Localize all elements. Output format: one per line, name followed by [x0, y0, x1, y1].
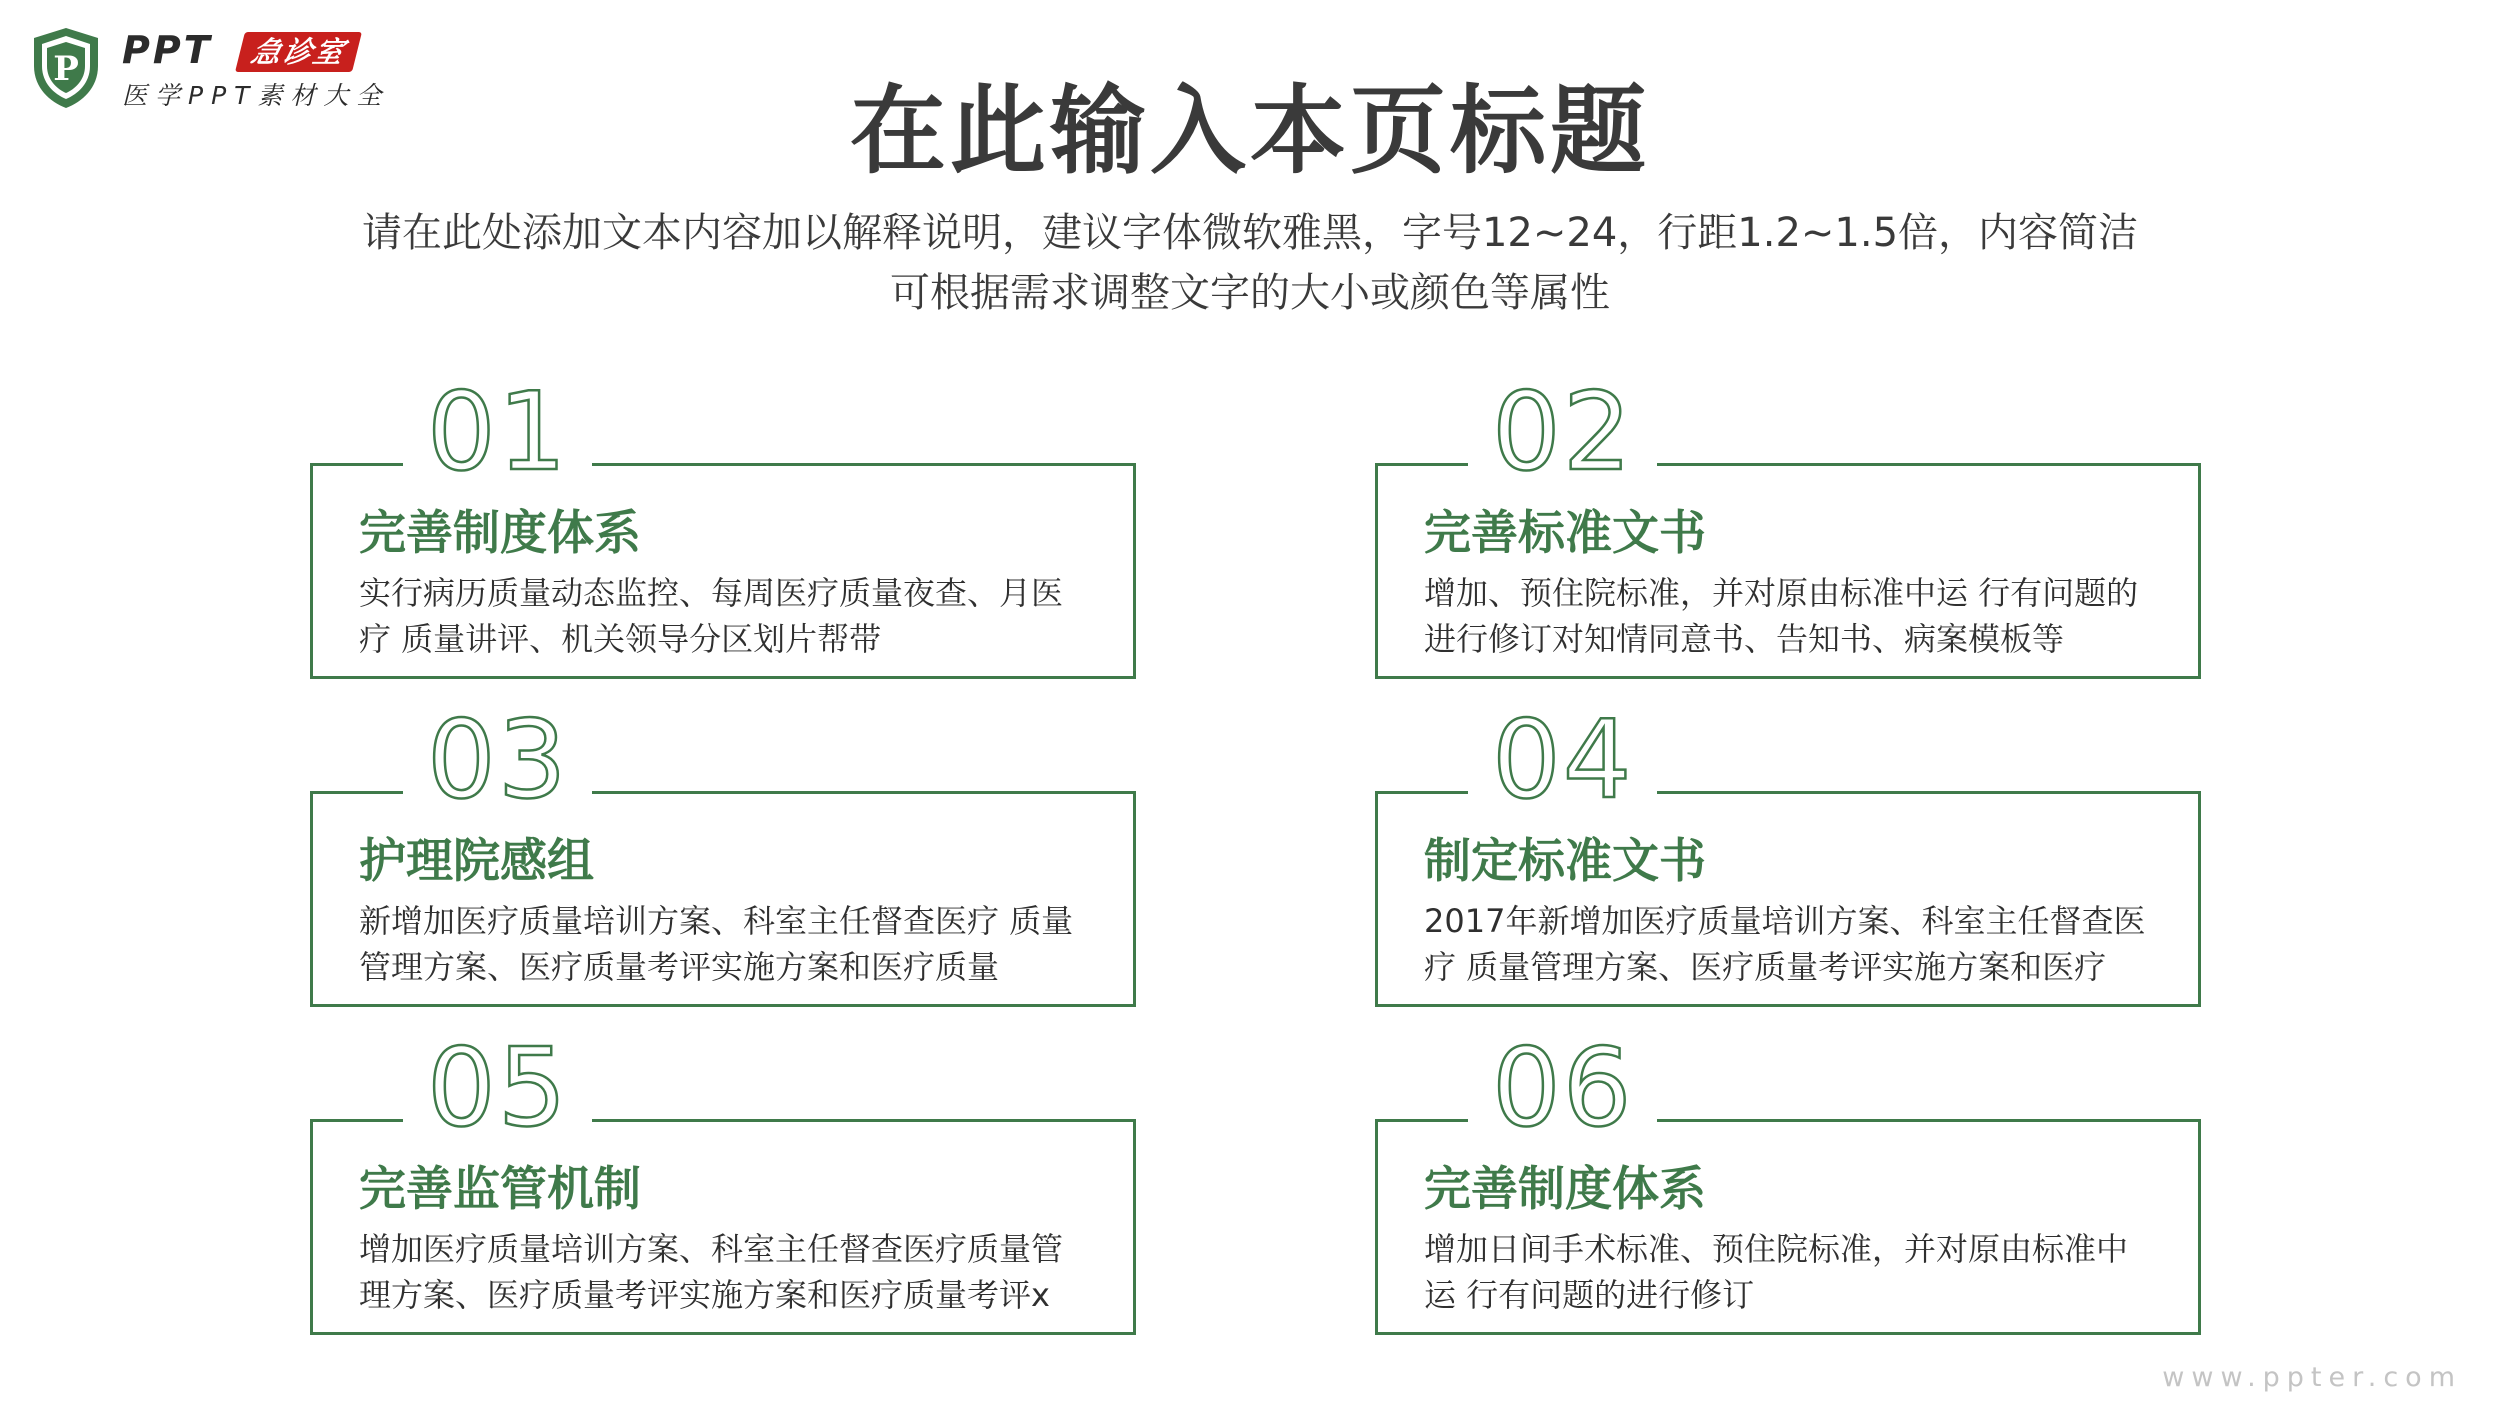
card-01 [310, 370, 1136, 679]
card-number: 02 [1468, 378, 1657, 488]
logo-tag: 急诊室 [235, 32, 362, 72]
subtitle-line-1: 请在此处添加文本内容加以解释说明，建议字体微软雅黑，字号12~24，行距1.2~1.5倍，内容简洁 [361, 210, 2139, 256]
card-02 [1375, 370, 2201, 679]
card-title: 完善制度体系 [359, 506, 641, 561]
card-desc-line: 增加日间手术标准、预住院标准，并对原由标准中 [1424, 1230, 2129, 1268]
card-title: 护理院感组 [359, 834, 594, 889]
subtitle-line-2: 可根据需求调整文字的大小或颜色等属性 [890, 270, 1610, 316]
card-number: 01 [403, 378, 592, 488]
card-description [359, 1226, 1119, 1318]
card-number: 06 [1468, 1034, 1657, 1144]
card-desc-line: 新增加医疗质量培训方案、科室主任督查医疗 质量 [359, 902, 1074, 940]
logo-subtitle: 医学PPT素材大全 [122, 81, 390, 110]
card-title: 完善制度体系 [1424, 1162, 1706, 1217]
card-description [1424, 1226, 2184, 1318]
card-title: 完善标准文书 [1424, 506, 1706, 561]
card-desc-line: 2017年新增加医疗质量培训方案、科室主任督查医 [1424, 902, 2146, 940]
card-description [359, 570, 1119, 662]
card-description [1424, 570, 2184, 662]
card-desc-line: 运 行有问题的进行修订 [1424, 1276, 1755, 1314]
card-desc-line: 疗 质量管理方案、医疗质量考评实施方案和医疗 [1424, 948, 2107, 986]
card-06 [1375, 1026, 2201, 1335]
card-desc-line: 进行修订对知情同意书、告知书、病案模板等 [1424, 620, 2065, 658]
card-desc-line: 实行病历质量动态监控、每周医疗质量夜查、月医 [359, 574, 1064, 612]
card-number: 03 [403, 706, 592, 816]
card-desc-line: 增加医疗质量培训方案、科室主任督查医疗质量管 [359, 1230, 1064, 1268]
card-04 [1375, 698, 2201, 1007]
card-desc-line: 疗 质量讲评、机关领导分区划片帮带 [359, 620, 882, 658]
card-description [359, 898, 1119, 990]
card-desc-line: 管理方案、医疗质量考评实施方案和医疗质量 [359, 948, 1000, 986]
watermark: www.ppter.com [2162, 1362, 2462, 1393]
card-desc-line: 增加、预住院标准，并对原由标准中运 行有问题的 [1424, 574, 2139, 612]
card-03 [310, 698, 1136, 1007]
card-number: 04 [1468, 706, 1657, 816]
logo-brand-text: PPT [122, 28, 213, 72]
card-title: 制定标准文书 [1424, 834, 1706, 889]
card-title: 完善监管机制 [359, 1162, 641, 1217]
page-title: 在此输入本页标题 [850, 75, 1650, 187]
card-description [1424, 898, 2184, 990]
shield-letter: P [53, 49, 79, 89]
card-number: 05 [403, 1034, 592, 1144]
card-05 [310, 1026, 1136, 1335]
card-desc-line: 理方案、医疗质量考评实施方案和医疗质量考评x [359, 1276, 1050, 1314]
